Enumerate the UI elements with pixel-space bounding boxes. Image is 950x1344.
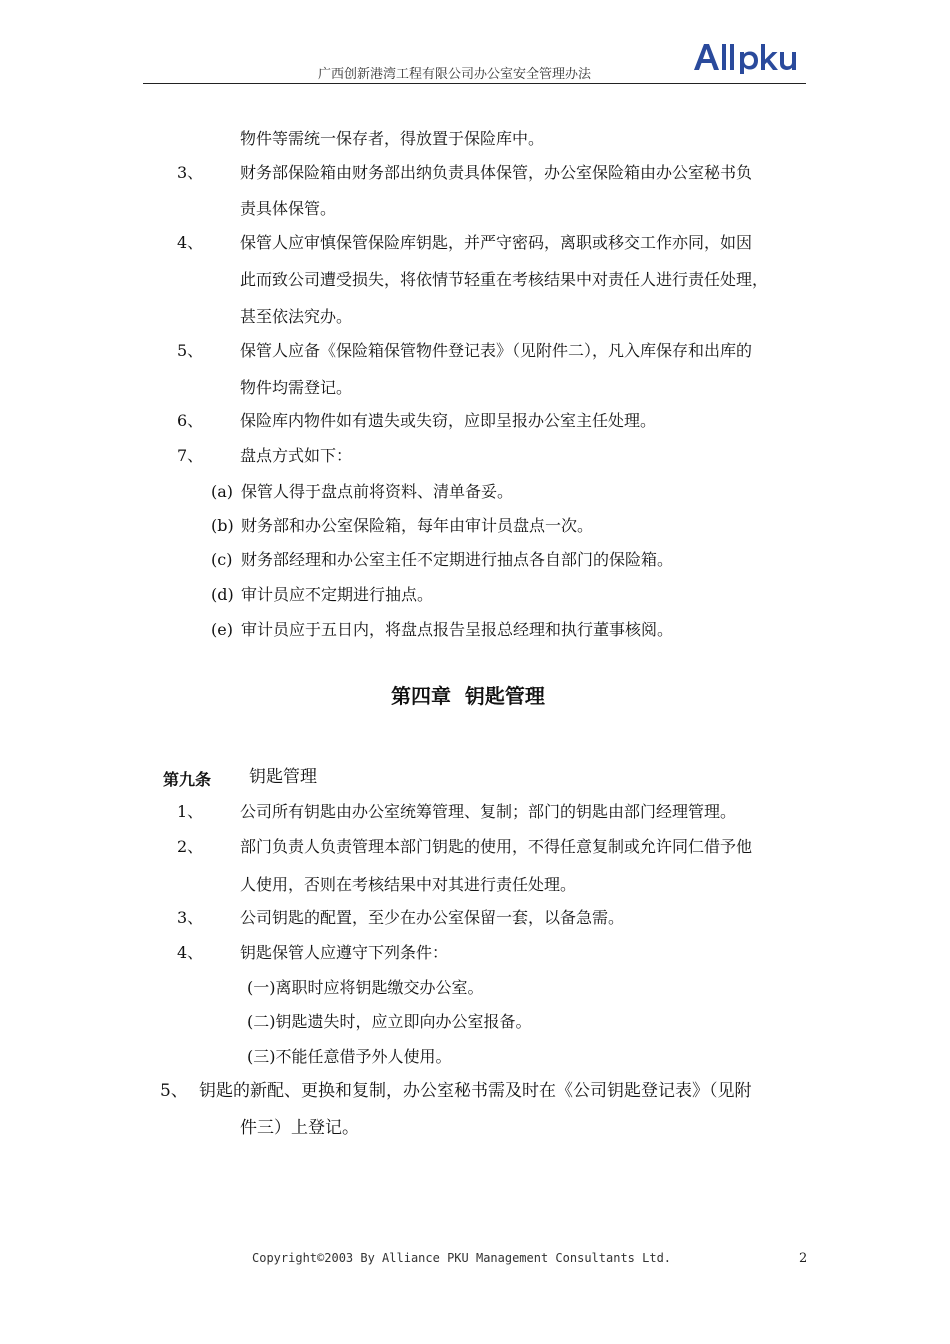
item-number: 2、 <box>177 837 204 856</box>
item-number: 3、 <box>177 163 204 182</box>
sub-item-label: (e) <box>211 620 233 639</box>
sub-item-text: 财务部经理和办公室主任不定期进行抽点各自部门的保险箱。 <box>241 550 674 569</box>
item-number: 6、 <box>177 411 204 430</box>
item-number: 3、 <box>177 908 204 927</box>
article-title: 钥匙管理 <box>249 767 317 787</box>
item-line: 公司钥匙的配置，至少在办公室保留一套，以备急需。 <box>240 908 625 927</box>
item-line: 人使用，否则在考核结果中对其进行责任处理。 <box>240 875 577 894</box>
item-line: 公司所有钥匙由办公室统筹管理、复制；部门的钥匙由部门经理管理。 <box>240 802 737 821</box>
item-line: 部门负责人负责管理本部门钥匙的使用，不得任意复制或允许同仁借予他 <box>240 837 753 856</box>
item-line: 钥匙保管人应遵守下列条件： <box>240 943 449 962</box>
condition-item: (三)不能任意借予外人使用。 <box>247 1047 452 1066</box>
header-rule <box>143 83 806 84</box>
sub-item-text: 保管人得于盘点前将资料、清单备妥。 <box>241 482 514 501</box>
sub-item-label: (a) <box>211 482 234 501</box>
item-line: 保险库内物件如有遗失或失窃，应即呈报办公室主任处理。 <box>240 411 657 430</box>
item-number: 7、 <box>177 446 204 465</box>
item-line: 保管人应审慎保管保险库钥匙，并严守密码，离职或移交工作亦同，如因 <box>240 233 753 252</box>
sub-item-label: (c) <box>211 550 233 569</box>
item-number: 1、 <box>177 802 204 821</box>
item-line: 物件均需登记。 <box>240 378 353 397</box>
page-number: 2 <box>799 1251 808 1266</box>
condition-item: (一)离职时应将钥匙缴交办公室。 <box>247 978 484 997</box>
company-logo <box>692 40 804 74</box>
sub-item-label: (d) <box>211 585 234 604</box>
item-line: 甚至依法究办。 <box>240 307 353 326</box>
chapter-title: 第四章 钥匙管理 <box>391 684 545 708</box>
article-label: 第九条 <box>163 770 212 789</box>
sub-item-label: (b) <box>211 516 234 535</box>
item-line: 责具体保管。 <box>240 199 337 218</box>
item-line: 此而致公司遭受损失，将依情节轻重在考核结果中对责任人进行责任处理， <box>240 270 769 289</box>
item-line: 保管人应备《保险箱保管物件登记表》（见附件二），凡入库保存和出库的 <box>240 341 753 360</box>
header-title: 广西创新港湾工程有限公司办公室安全管理办法 <box>318 67 592 82</box>
sub-item-text: 财务部和办公室保险箱，每年由审计员盘点一次。 <box>241 516 594 535</box>
item-number: 4、 <box>177 233 204 252</box>
item-line: 财务部保险箱由财务部出纳负责具体保管，办公室保险箱由办公室秘书负 <box>240 163 753 182</box>
item-line: 盘点方式如下： <box>240 446 353 465</box>
item-number: 5、 <box>177 341 204 360</box>
item-line: 件三）上登记。 <box>240 1118 359 1138</box>
sub-item-text: 审计员应不定期进行抽点。 <box>241 585 434 604</box>
item-number: 4、 <box>177 943 204 962</box>
item-line: 钥匙的新配、更换和复制，办公室秘书需及时在《公司钥匙登记表》（见附 <box>199 1081 752 1101</box>
item-number: 5、 <box>160 1081 188 1101</box>
continuation-line: 物件等需统一保存者，得放置于保险库中。 <box>240 129 545 148</box>
condition-item: (二)钥匙遗失时，应立即向办公室报备。 <box>247 1012 532 1031</box>
footer-copyright: Copyright©2003 By Alliance PKU Management Consultants Ltd. <box>252 1251 672 1265</box>
sub-item-text: 审计员应于五日内，将盘点报告呈报总经理和执行董事核阅。 <box>241 620 674 639</box>
